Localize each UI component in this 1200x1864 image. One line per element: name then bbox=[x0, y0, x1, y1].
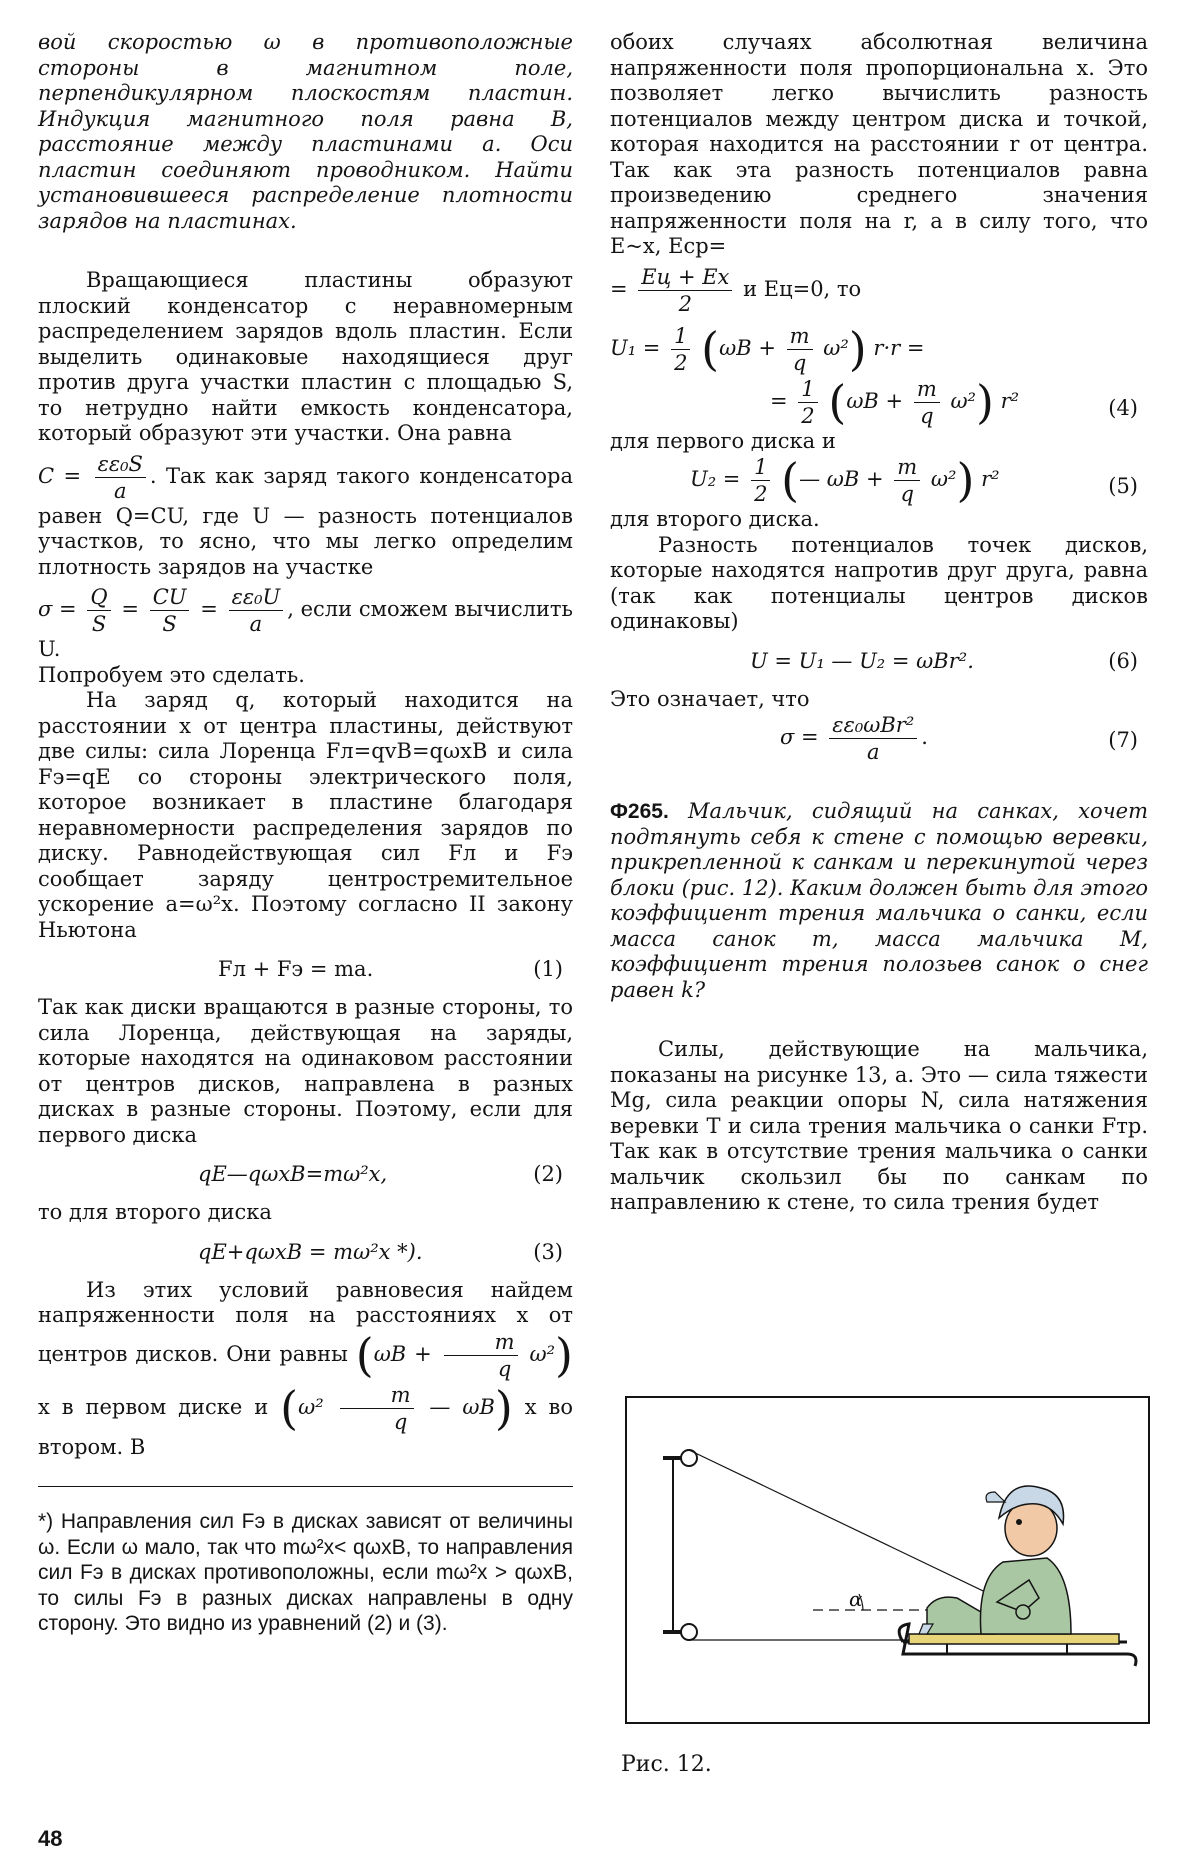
sigma-fraction-eu bbox=[229, 584, 284, 637]
paragraph: то для второго диска bbox=[38, 1200, 272, 1224]
equation-7 bbox=[610, 712, 1148, 765]
formula-text: = bbox=[200, 597, 218, 621]
formula-text: ωB + bbox=[719, 335, 776, 360]
problem-continuation: вой скоростью ω в противоположные стороны в магнитном поле, перпендикулярном плоскостям пластин. Индукция магнитного поля равна B, расстояние между пластинами a. Оси пластин соединяют проводником. Найти установившееся распределение плотности зарядов на пластинах. bbox=[38, 30, 573, 233]
footnote-divider bbox=[38, 1486, 573, 1487]
mq-fraction bbox=[787, 323, 813, 376]
boy-on-sled-icon bbox=[919, 1486, 1071, 1634]
numerator: 1 bbox=[798, 376, 817, 403]
equation-text: U = U₁ — U₂ = ωBr². bbox=[750, 648, 974, 673]
denominator: 2 bbox=[801, 403, 815, 428]
equation-text: qE+qωxB = mω²x *). bbox=[198, 1239, 423, 1264]
paragraph: Силы, действующие на мальчика, показаны на рисунке 13, a. Это — сила тяжести Mg, сила реакции опоры N, сила натяжения веревки T и сила трения мальчика о санки Fтр. Так как в отсутствие трения мальчика о санки мальчик скользил бы по санкам по направлению к стене, то сила трения будет bbox=[610, 1037, 1148, 1214]
formula-text: = bbox=[121, 597, 139, 621]
paragraph-text: Из этих условий равновесия найдем напряженности поля на расстояниях x от центров дисков. Они равны bbox=[38, 1277, 573, 1366]
formula-text: ωB + bbox=[846, 388, 904, 413]
paragraph-text: x в первом диске и bbox=[38, 1394, 269, 1419]
paragraph: обоих случаях абсолютная величина напряженности поля пропорциональна x. Это позволяет легко вычислить разность потенциалов между центром диска и точкой, которая находится на расстоянии r от центра. Так как эта разность потенциалов равна произведению среднего значения напряженности поля на r, а в силу того, что E~x, Eср= bbox=[610, 30, 1148, 258]
formula-text: ω² bbox=[823, 335, 849, 360]
mq-fraction bbox=[894, 454, 920, 507]
formula-text: ω² bbox=[950, 388, 976, 413]
problem-number: Ф265. bbox=[610, 800, 669, 823]
formula-text: — ωB + bbox=[799, 467, 884, 491]
sigma-fraction-q bbox=[87, 584, 110, 637]
paragraph: для второго диска. bbox=[610, 507, 820, 531]
u1-line: U₁ = $\frac{1}{2}$ (ωB + $\frac{m}{q}$ ω²) r·r = bbox=[610, 321, 925, 376]
formula-text: σ = bbox=[38, 597, 77, 621]
formula-text: r² bbox=[1000, 388, 1020, 413]
u2-line: U₂ = $\frac{1}{2}$ (— ωB + $\frac{m}{q}$ ω²) r² (5) bbox=[690, 452, 1138, 507]
equation-number: (4) bbox=[1108, 395, 1138, 420]
paragraph: Разность потенциалов точек дисков, которые находятся напротив друг друга, равна (так как потенциалы центров дисков одинаковы) bbox=[610, 532, 1148, 633]
numerator: CU bbox=[150, 584, 190, 611]
denominator: a bbox=[249, 612, 263, 636]
numerator: m bbox=[914, 376, 940, 403]
page-number: 48 bbox=[38, 1826, 63, 1851]
equation-text: qE—qωxB=mω²x, bbox=[198, 1162, 388, 1186]
sled-seat bbox=[909, 1634, 1119, 1644]
capacitance-line bbox=[38, 451, 573, 581]
formula-text: = bbox=[770, 388, 788, 413]
formula-text: ω² bbox=[298, 1394, 324, 1419]
ecp-fraction bbox=[638, 264, 732, 317]
numerator: Eц + Ex bbox=[638, 264, 732, 291]
lower-pulley-icon bbox=[681, 1624, 697, 1640]
denominator: S bbox=[162, 612, 177, 636]
figure-caption: Рис. 12. bbox=[621, 1752, 712, 1777]
formula-text: σ = bbox=[780, 725, 819, 749]
equation-1 bbox=[38, 949, 573, 989]
numerator: Q bbox=[87, 584, 110, 611]
formula-text: U₁ = bbox=[610, 335, 661, 360]
formula-text: ωB + bbox=[373, 1341, 432, 1366]
equation-number: (5) bbox=[1108, 474, 1138, 498]
formula-text: = bbox=[610, 276, 628, 301]
formula-text: r·r = bbox=[873, 335, 925, 360]
formula-text: ω² bbox=[930, 467, 957, 491]
paragraph-text: . Так как заряд такого конденсатора равен Q=CU, где U — разность потенциалов участков, то ясно, что мы легко определим плотность зарядов на участке bbox=[38, 463, 573, 579]
denominator: S bbox=[91, 612, 107, 636]
formula-text: r² bbox=[981, 467, 1000, 491]
sigma-fraction-cu bbox=[150, 584, 190, 637]
numerator: εε₀ωBr² bbox=[829, 712, 917, 739]
denominator: q bbox=[900, 482, 914, 506]
numerator: 1 bbox=[751, 454, 770, 481]
numerator: 1 bbox=[671, 323, 690, 350]
footnote: *) Направления сил Fэ в дисках зависят от величины ω. Если ω мало, так что mω²x< qωxB, то направления сил Fэ в дисках противоположны, если mω²x > qωxB, то силы Fэ в разных дисках направлены в одну сторону. Это видно из уравнений (2) и (3). bbox=[38, 1510, 573, 1635]
denominator: 2 bbox=[754, 482, 768, 506]
numerator: εε₀U bbox=[229, 584, 284, 611]
equation-number: (1) bbox=[533, 957, 563, 981]
equation-number: (2) bbox=[533, 1162, 563, 1186]
formula-text: . bbox=[921, 725, 928, 749]
denominator: q bbox=[792, 350, 807, 375]
formula-text: ω² bbox=[529, 1341, 556, 1366]
numerator: m bbox=[444, 1329, 518, 1356]
problem-text: Мальчик, сидящий на санках, хочет подтянуть себя к стене с помощью веревки, прикрепленной к санкам и перекинутой через блоки (рис. 12). Каким должен быть для этого коэффициент трения мальчика о санки, если масса санок m, масса мальчика M, коэффициент трения полозьев санок о снег равен k? bbox=[610, 799, 1148, 1002]
half-fraction bbox=[798, 376, 817, 429]
sigma-fraction bbox=[829, 712, 917, 765]
figure-12-frame bbox=[625, 1396, 1150, 1724]
problem-statement bbox=[610, 799, 1148, 1003]
u1-continuation: = $\frac{1}{2}$ (ωB + $\frac{m}{q}$ ω²) r² (4) bbox=[770, 374, 1138, 429]
denominator: 2 bbox=[674, 350, 688, 375]
denominator: a bbox=[867, 740, 880, 764]
paragraph-text: , если сможем вычислить U. bbox=[38, 597, 573, 661]
formula-text: U₂ = bbox=[690, 467, 741, 491]
formula-text: C = bbox=[38, 463, 82, 488]
angle-label: α bbox=[849, 1587, 863, 1611]
figure-12 bbox=[627, 1398, 1148, 1722]
paragraph-text: и Eц=0, то bbox=[743, 276, 862, 301]
paragraph: для первого диска и bbox=[610, 428, 836, 453]
denominator: q bbox=[497, 1356, 512, 1381]
numerator: m bbox=[340, 1382, 414, 1409]
sigma-line bbox=[38, 584, 573, 663]
equation-number: (6) bbox=[1108, 648, 1138, 673]
paragraph: На заряд q, который находится на расстоянии x от центра пластины, действуют две силы: сила Лоренца Fл=qvB=qωxB и сила Fэ=qE со стороны электрического поля, которое возникает в пластине благодаря неравномерности распределения зарядов по диску. Равнодействующая сил Fл и Fэ сообщает заряду центростремительное ускорение a=ω²x. Поэтому согласно II закону Ньютона bbox=[38, 688, 573, 942]
paragraph: Это означает, что bbox=[610, 686, 810, 711]
numerator: εε₀S bbox=[95, 451, 146, 478]
paragraph-text: x во втором. В bbox=[38, 1394, 574, 1459]
paragraph-text: Вращающиеся пластины образуют плоский конденсатор с неравномерным распределением зарядов вдоль пластин. Если выделить одинаковые находящиеся друг против друга участки пластин с площадью S, то нетрудно найти емкость конденсатора, который образуют эти участки. Она равна bbox=[38, 268, 573, 445]
mq-fraction bbox=[914, 376, 940, 429]
paragraph: Попробуем это сделать. bbox=[38, 662, 305, 687]
equation-2 bbox=[38, 1154, 573, 1194]
equation-number: (3) bbox=[533, 1239, 563, 1264]
right-column bbox=[610, 30, 1148, 1216]
equation-text: Fл + Fэ = ma. bbox=[218, 957, 374, 981]
paragraph: Из этих условий равновесия найдем напряженности поля на расстояниях x от центров дисков. Они равны (ωB + $\frac{m}{q}$ ω²) x в первом диске и (ω² $\frac{m}{q}$ — ωB) x во втором. В bbox=[38, 1277, 574, 1459]
denominator: 2 bbox=[678, 291, 693, 316]
fraction bbox=[444, 1329, 518, 1382]
equation-3 bbox=[38, 1232, 573, 1272]
paragraph: Так как диски вращаются в разные стороны, то сила Лоренца, действующая на заряды, которые находятся на одинаковом расстоянии от центров дисков, направлена в разных дисках в разные стороны. Поэтому, если для первого диска bbox=[38, 995, 573, 1147]
equation-6 bbox=[610, 641, 1148, 681]
denominator: a bbox=[113, 478, 127, 503]
denominator: q bbox=[393, 1409, 408, 1434]
capacitance-fraction bbox=[95, 451, 146, 504]
equation-number: (7) bbox=[1108, 728, 1138, 752]
solution-paragraph bbox=[38, 268, 573, 447]
fraction bbox=[340, 1382, 414, 1435]
half-fraction bbox=[751, 454, 770, 507]
numerator: m bbox=[787, 323, 813, 350]
numerator: m bbox=[894, 454, 920, 481]
formula-text: — ωB bbox=[429, 1394, 495, 1419]
denominator: q bbox=[920, 403, 934, 428]
ecp-line bbox=[610, 264, 1148, 317]
half-fraction bbox=[671, 323, 690, 376]
left-column bbox=[38, 30, 573, 1637]
